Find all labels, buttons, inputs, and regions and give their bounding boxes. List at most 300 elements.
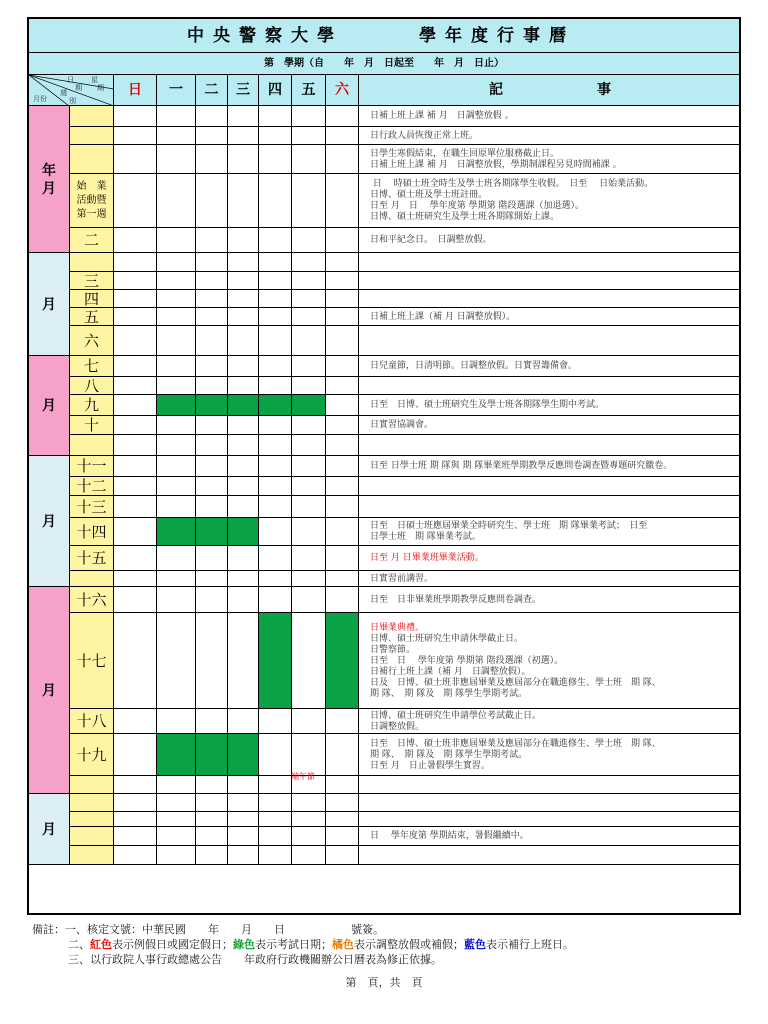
day-cell bbox=[228, 456, 259, 477]
notes bbox=[32, 922, 752, 967]
week-label: 十 bbox=[83, 416, 99, 434]
day-cell bbox=[157, 145, 196, 174]
day-cell bbox=[114, 106, 157, 127]
day-cell bbox=[157, 812, 196, 827]
remark-cell: 日實習前講習。 bbox=[359, 571, 739, 587]
day-cell bbox=[228, 709, 259, 734]
day-cell bbox=[196, 709, 228, 734]
day-cell bbox=[228, 253, 259, 272]
month-cell bbox=[29, 456, 70, 587]
remark-cell bbox=[359, 846, 739, 865]
week-label-cell bbox=[70, 416, 114, 435]
day-cell bbox=[292, 377, 326, 395]
day-cell bbox=[157, 435, 196, 456]
page-number: 第 頁，共 頁 bbox=[345, 976, 423, 989]
month-cell bbox=[29, 106, 70, 253]
day-cell bbox=[292, 290, 326, 308]
day-cell bbox=[114, 794, 157, 812]
day-cell bbox=[114, 356, 157, 377]
week-label-cell bbox=[70, 290, 114, 308]
week-label-cell bbox=[70, 106, 114, 127]
day-cell bbox=[292, 709, 326, 734]
day-cell bbox=[114, 395, 157, 416]
day-cell bbox=[259, 587, 292, 613]
month-label: 月 bbox=[42, 398, 56, 414]
day-cell bbox=[326, 308, 359, 326]
remark-cell: 日至 日博、碩士班研究生及學士班各期隊學生期中考試。 bbox=[359, 395, 739, 416]
day-header-0: 日 bbox=[114, 75, 157, 106]
day-cell bbox=[259, 518, 292, 546]
day-cell bbox=[326, 496, 359, 518]
day-cell bbox=[326, 106, 359, 127]
day-cell bbox=[228, 272, 259, 290]
day-cell bbox=[228, 228, 259, 253]
remarks-header-ji: 記 bbox=[489, 82, 503, 98]
month-label: 月 bbox=[42, 821, 56, 838]
day-cell bbox=[259, 571, 292, 587]
week-label-cell bbox=[70, 395, 114, 416]
day-cell bbox=[259, 106, 292, 127]
day-cell bbox=[292, 546, 326, 571]
day-cell bbox=[228, 546, 259, 571]
day-cell bbox=[196, 496, 228, 518]
day-cell bbox=[114, 812, 157, 827]
month-cell bbox=[29, 587, 70, 794]
day-cell bbox=[259, 477, 292, 496]
week-label: 六 bbox=[83, 332, 99, 350]
day-cell bbox=[326, 546, 359, 571]
day-cell bbox=[326, 456, 359, 477]
day-cell bbox=[326, 812, 359, 827]
week-label-cell bbox=[70, 496, 114, 518]
week-label: 十五 bbox=[76, 549, 107, 567]
day-cell bbox=[259, 253, 292, 272]
day-cell bbox=[196, 846, 228, 865]
day-cell bbox=[114, 253, 157, 272]
day-cell bbox=[196, 812, 228, 827]
month-cell bbox=[29, 794, 70, 865]
week-label: 十一 bbox=[76, 457, 107, 475]
week-label-cell bbox=[70, 477, 114, 496]
day-cell bbox=[114, 613, 157, 709]
week-label-cell bbox=[70, 456, 114, 477]
day-cell bbox=[196, 174, 228, 228]
note2-b: 表示考試日期； bbox=[255, 938, 332, 951]
day-cell bbox=[157, 846, 196, 865]
week-label-cell bbox=[70, 734, 114, 776]
exam-day-cell bbox=[157, 734, 196, 776]
day-cell bbox=[157, 827, 196, 846]
dragon-boat-mark: 端午節 bbox=[291, 772, 315, 781]
day-cell bbox=[157, 456, 196, 477]
day-cell bbox=[326, 571, 359, 587]
note-blue-word: 藍色 bbox=[464, 938, 486, 951]
day-cell bbox=[326, 356, 359, 377]
day-cell bbox=[326, 827, 359, 846]
note2-a: 表示例假日或國定假日； bbox=[112, 938, 233, 951]
day-cell bbox=[259, 709, 292, 734]
week-label: 十二 bbox=[76, 477, 107, 495]
day-cell bbox=[259, 456, 292, 477]
day-cell bbox=[114, 587, 157, 613]
day-cell bbox=[228, 145, 259, 174]
day-cell bbox=[259, 145, 292, 174]
remark-rest: 日博、碩士班研究生申請休學截止日。 日警察節。 日至 日 學年度第 學期第 階段選課（初選）。 日補行上班上課（補 月 日調整放假）。 日及 日博、碩士班非應屆畢業及應屆部分在職進修生、學士班 期 隊、 期 隊、 期 隊及 期 隊學生學期考試。 bbox=[370, 633, 661, 699]
day-cell bbox=[228, 812, 259, 827]
day-cell bbox=[292, 846, 326, 865]
day-cell bbox=[292, 145, 326, 174]
day-cell bbox=[196, 794, 228, 812]
month-label: 月 bbox=[42, 513, 56, 530]
day-cell bbox=[196, 253, 228, 272]
day-cell bbox=[259, 290, 292, 308]
day-cell bbox=[259, 416, 292, 435]
day-cell bbox=[157, 290, 196, 308]
week-label-cell bbox=[70, 587, 114, 613]
day-cell bbox=[157, 571, 196, 587]
remark-cell bbox=[359, 377, 739, 395]
day-cell bbox=[114, 272, 157, 290]
day-cell bbox=[114, 518, 157, 546]
day-cell bbox=[326, 253, 359, 272]
day-cell bbox=[114, 546, 157, 571]
day-cell bbox=[114, 228, 157, 253]
day-cell bbox=[326, 326, 359, 356]
day-cell bbox=[196, 356, 228, 377]
day-cell bbox=[157, 709, 196, 734]
week-label-cell bbox=[70, 613, 114, 709]
day-cell bbox=[259, 228, 292, 253]
week-label: 十八 bbox=[76, 712, 107, 730]
day-cell bbox=[196, 477, 228, 496]
day-cell bbox=[326, 587, 359, 613]
month-label: 月 bbox=[42, 682, 56, 699]
remark-cell: 日兒童節，日清明節。日調整放假。日實習籌備會。 bbox=[359, 356, 739, 377]
day-cell bbox=[157, 253, 196, 272]
day-cell bbox=[196, 571, 228, 587]
remark-cell bbox=[359, 290, 739, 308]
calendar-title: 學年度行事曆 bbox=[419, 26, 575, 46]
day-cell bbox=[292, 326, 326, 356]
week-label: 二 bbox=[83, 231, 99, 249]
day-cell bbox=[326, 145, 359, 174]
day-cell bbox=[326, 477, 359, 496]
day-cell bbox=[196, 377, 228, 395]
remark-cell: 日實習協調會。 bbox=[359, 416, 739, 435]
week-label: 九 bbox=[83, 396, 99, 414]
day-cell bbox=[326, 377, 359, 395]
week-label-cell bbox=[70, 326, 114, 356]
day-cell bbox=[326, 127, 359, 145]
day-cell bbox=[157, 308, 196, 326]
exam-day-cell bbox=[326, 613, 359, 709]
day-cell bbox=[196, 546, 228, 571]
day-cell bbox=[114, 416, 157, 435]
month-label: 月 bbox=[42, 296, 56, 313]
day-cell bbox=[292, 571, 326, 587]
exam-day-cell bbox=[292, 395, 326, 416]
week-label-cell bbox=[70, 253, 114, 272]
day-cell bbox=[196, 456, 228, 477]
day-cell bbox=[259, 272, 292, 290]
day-cell bbox=[326, 846, 359, 865]
note-green-word: 綠色 bbox=[233, 938, 255, 951]
day-cell bbox=[259, 356, 292, 377]
week-label-cell bbox=[70, 308, 114, 326]
day-cell bbox=[157, 613, 196, 709]
day-cell bbox=[228, 827, 259, 846]
day-cell bbox=[326, 416, 359, 435]
day-cell bbox=[228, 846, 259, 865]
day-cell bbox=[114, 734, 157, 776]
remark-cell: 日行政人員恢復正常上班。 bbox=[359, 127, 739, 145]
day-cell bbox=[259, 308, 292, 326]
day-cell bbox=[114, 127, 157, 145]
diag-label-star: 星 bbox=[91, 76, 98, 84]
day-cell bbox=[228, 174, 259, 228]
day-cell bbox=[114, 174, 157, 228]
day-cell bbox=[114, 145, 157, 174]
day-cell bbox=[114, 308, 157, 326]
day-cell bbox=[157, 794, 196, 812]
diag-label-qi: 期 bbox=[97, 84, 104, 92]
remark-cell: 日至 日學士班 期 隊與 期 隊畢業班學期教學反應問卷調查暨專題研究繳卷。 bbox=[359, 456, 739, 477]
day-cell bbox=[292, 174, 326, 228]
week-label: 十九 bbox=[76, 746, 107, 764]
day-cell bbox=[259, 812, 292, 827]
day-cell bbox=[292, 106, 326, 127]
day-cell bbox=[114, 571, 157, 587]
note-line-2 bbox=[32, 937, 752, 952]
day-cell bbox=[157, 416, 196, 435]
week-label-cell bbox=[70, 127, 114, 145]
day-cell bbox=[259, 174, 292, 228]
day-header-6: 六 bbox=[326, 75, 359, 106]
week-label-cell bbox=[70, 827, 114, 846]
day-cell bbox=[196, 106, 228, 127]
day-cell bbox=[114, 477, 157, 496]
day-cell bbox=[196, 435, 228, 456]
day-cell bbox=[292, 613, 326, 709]
exam-day-cell bbox=[196, 395, 228, 416]
note2-prefix: 二、 bbox=[68, 938, 90, 951]
remark-cell: 日 學年度第 學期結束，暑假繼續中。 bbox=[359, 827, 739, 846]
day-cell bbox=[114, 435, 157, 456]
semester-range: 第 學期（自 年 月 日起至 年 月 日止） bbox=[29, 53, 739, 75]
week-label-cell bbox=[70, 776, 114, 794]
day-cell bbox=[196, 587, 228, 613]
week-label-cell bbox=[70, 377, 114, 395]
day-cell bbox=[196, 145, 228, 174]
note-line-1: 備註：一、核定文號：中華民國 年 月 日 號簽。 bbox=[32, 923, 384, 936]
day-cell bbox=[196, 326, 228, 356]
note2-c: 表示調整放假或補假； bbox=[354, 938, 464, 951]
day-cell bbox=[196, 416, 228, 435]
day-cell bbox=[196, 613, 228, 709]
day-cell bbox=[259, 127, 292, 145]
month-cell bbox=[29, 356, 70, 456]
day-cell bbox=[292, 794, 326, 812]
day-cell bbox=[114, 377, 157, 395]
diag-label-qi2: 期 bbox=[75, 84, 82, 92]
week-label-cell bbox=[70, 794, 114, 812]
day-header-1: 一 bbox=[157, 75, 196, 106]
day-cell bbox=[228, 776, 259, 794]
remark-cell: 日博、碩士班研究生申請學位考試截止日。 日調整放假。 bbox=[359, 709, 739, 734]
day-cell bbox=[259, 776, 292, 794]
day-cell bbox=[326, 272, 359, 290]
remark-cell: 日 時碩士班全時生及學士班各期隊學生收假。 日至 日始業活動。 日博、碩士班及學士班註冊。 日至 月 日 學年度第 學期第 階段選課（加退選）。 日博、碩士班研究生及學士班各期隊開始上課。 bbox=[359, 174, 739, 228]
week-label: 三 bbox=[83, 272, 99, 290]
day-cell bbox=[157, 477, 196, 496]
day-cell bbox=[196, 827, 228, 846]
day-cell bbox=[157, 174, 196, 228]
day-cell bbox=[196, 290, 228, 308]
day-cell bbox=[114, 456, 157, 477]
week-label: 十四 bbox=[76, 523, 107, 541]
day-cell bbox=[292, 308, 326, 326]
day-cell bbox=[228, 377, 259, 395]
remark-cell bbox=[359, 435, 739, 456]
remark-cell: 日至 月 日畢業班畢業活動。 bbox=[359, 546, 739, 571]
calendar-frame bbox=[27, 17, 741, 915]
week-label-cell bbox=[70, 145, 114, 174]
exam-day-cell bbox=[228, 734, 259, 776]
day-cell bbox=[228, 290, 259, 308]
day-cell bbox=[157, 228, 196, 253]
diag-label-day: 日 bbox=[67, 76, 74, 84]
diagonal-header-cell bbox=[29, 75, 114, 106]
day-cell bbox=[326, 290, 359, 308]
day-cell bbox=[326, 395, 359, 416]
note-line-3: 三、以行政院人事行政總處公告 年政府行政機關辦公日曆表為修正依據。 bbox=[68, 953, 442, 966]
day-cell bbox=[157, 546, 196, 571]
day-cell bbox=[196, 228, 228, 253]
remark-cell bbox=[359, 794, 739, 812]
week-label-cell bbox=[70, 812, 114, 827]
day-cell bbox=[157, 356, 196, 377]
day-cell bbox=[259, 546, 292, 571]
day-cell bbox=[292, 253, 326, 272]
day-cell bbox=[228, 435, 259, 456]
day-cell bbox=[326, 794, 359, 812]
day-cell bbox=[196, 776, 228, 794]
week-label: 四 bbox=[83, 290, 99, 308]
week-label-cell bbox=[70, 228, 114, 253]
remark-cell bbox=[359, 272, 739, 290]
day-cell bbox=[196, 127, 228, 145]
day-cell bbox=[292, 356, 326, 377]
day-cell bbox=[157, 377, 196, 395]
week-label: 十七 bbox=[76, 652, 107, 670]
day-cell bbox=[114, 290, 157, 308]
day-cell bbox=[292, 518, 326, 546]
day-cell bbox=[259, 435, 292, 456]
remark-cell: 日至 日非畢業班學期教學反應問卷調查。 bbox=[359, 587, 739, 613]
day-cell bbox=[292, 456, 326, 477]
note2-d: 表示補行上班日。 bbox=[486, 938, 574, 951]
day-cell bbox=[292, 127, 326, 145]
remark-cell bbox=[359, 812, 739, 827]
exam-day-cell bbox=[259, 613, 292, 709]
day-cell bbox=[292, 272, 326, 290]
month-cell bbox=[29, 253, 70, 356]
day-cell bbox=[292, 587, 326, 613]
day-cell bbox=[259, 377, 292, 395]
day-cell bbox=[292, 435, 326, 456]
day-cell bbox=[259, 734, 292, 776]
day-cell bbox=[292, 812, 326, 827]
day-cell bbox=[228, 308, 259, 326]
day-cell bbox=[196, 272, 228, 290]
day-cell bbox=[259, 827, 292, 846]
day-cell bbox=[292, 496, 326, 518]
week-label-cell bbox=[70, 546, 114, 571]
week-label: 十六 bbox=[76, 591, 107, 609]
week-label-cell bbox=[70, 846, 114, 865]
week-label: 十三 bbox=[76, 498, 107, 516]
remark-red-line: 日畢業典禮。 bbox=[370, 622, 425, 633]
day-cell bbox=[326, 709, 359, 734]
day-cell bbox=[157, 587, 196, 613]
day-cell bbox=[228, 106, 259, 127]
day-cell bbox=[259, 846, 292, 865]
week-label-cell bbox=[70, 518, 114, 546]
day-cell bbox=[228, 794, 259, 812]
day-cell bbox=[292, 827, 326, 846]
day-cell bbox=[228, 496, 259, 518]
remark-cell bbox=[359, 326, 739, 356]
day-cell bbox=[114, 709, 157, 734]
day-cell bbox=[114, 776, 157, 794]
day-cell bbox=[228, 587, 259, 613]
remark-cell bbox=[359, 613, 739, 709]
exam-day-cell bbox=[228, 518, 259, 546]
remark-cell: 日補上班上課 補 月 日調整放假 。 bbox=[359, 106, 739, 127]
remark-cell: 日和平紀念日。 日調整放假。 bbox=[359, 228, 739, 253]
diag-label-bie: 別 bbox=[69, 97, 76, 105]
week-label-cell bbox=[70, 709, 114, 734]
exam-day-cell bbox=[196, 734, 228, 776]
school-name: 中央警察大學 bbox=[187, 26, 343, 46]
day-cell bbox=[157, 127, 196, 145]
day-cell bbox=[114, 827, 157, 846]
exam-day-cell bbox=[196, 518, 228, 546]
day-cell bbox=[157, 776, 196, 794]
month-label: 年 月 bbox=[42, 162, 56, 197]
remark-cell: 日補上班上課（補 月 日調整放假）。 bbox=[359, 308, 739, 326]
week-label-cell bbox=[70, 435, 114, 456]
day-cell bbox=[326, 734, 359, 776]
day-header-4: 四 bbox=[259, 75, 292, 106]
remark-cell bbox=[359, 496, 739, 518]
page-title bbox=[29, 19, 739, 53]
day-cell bbox=[157, 106, 196, 127]
week-label: 始 業 活動暨 第一週 bbox=[76, 181, 107, 220]
day-cell bbox=[326, 776, 359, 794]
day-cell bbox=[326, 435, 359, 456]
day-cell bbox=[326, 518, 359, 546]
remark-cell bbox=[359, 776, 739, 794]
day-header-5: 五 bbox=[292, 75, 326, 106]
exam-day-cell bbox=[228, 395, 259, 416]
day-cell bbox=[292, 734, 326, 776]
day-cell bbox=[292, 416, 326, 435]
week-label-cell bbox=[70, 174, 114, 228]
note-red-word: 紅色 bbox=[90, 938, 112, 951]
exam-day-cell bbox=[259, 395, 292, 416]
day-cell bbox=[157, 496, 196, 518]
